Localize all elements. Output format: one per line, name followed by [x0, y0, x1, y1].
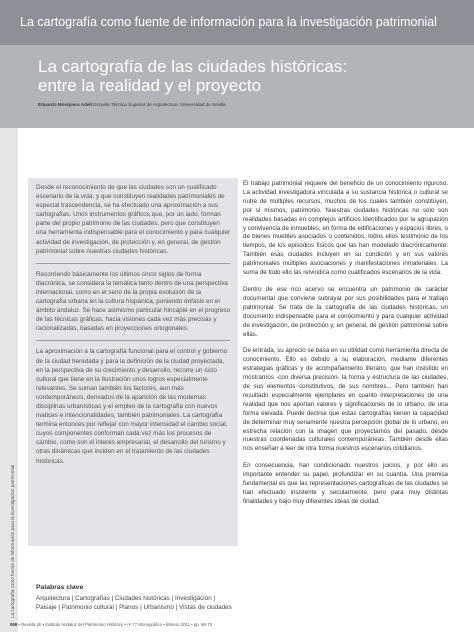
footer-citation: • Revista ph • Instituto Andaluz del Patrimonio Histórico • nº 77 Monográfico • febrero 2011 • pp. 66-73: [18, 622, 213, 627]
keywords-title: Palabras clave: [36, 584, 84, 591]
abstract-paragraph-3: La aproximación a la cartografía funcional para el control y gobierno de la ciudad heredada y para la definición de la ciudad proyectada, en la perspectiva de su crecimiento y desarrollo, recorre un ciclo cultural que tiene en la Ilustración unos logros especialmente relevantes. Se suman también los factores, aun más contemporáneos, derivados de la aparición de las modernas disciplinas urbanísticas y el empleo de la cartografía con nuevos matices e intencionalidades, también patrimoniales. La cartografía termina entonces por reflejar con mayor intensidad el cambio social, cuyos componentes conforman cada vez más los procesos de cambio, como son el interés empresarial, el desarrollo del turismo y otras dinámicas que inciden en el tratamiento de las ciudades históricas.: [36, 348, 228, 465]
body-paragraph-2: Dentro de ese rico acervo se encuentra un patrimonio de carácter documental que conviene subrayar por sus posibilidades para el trabajo patrimonial. Se trata de la cartografía de las ciudades históricas, un documento indispensable para el conocimiento y para cualquier actividad de investigación, de protección y, en general, de gestión patrimonial sobre ellas.: [243, 285, 448, 338]
title-line-2: entre la realidad y el proyecto: [38, 76, 262, 95]
author-affiliation: Escuela Técnica Superior de Arquitectura, Universidad de Sevilla: [93, 102, 226, 107]
body-paragraph-1: El trabajo patrimonial requiere del beneficio de un conocimiento riguroso. La actividad investigadora vinculada a su sustancia histórica o cultural se nutre de múltiples recursos, muchos de los cuales también constituyen, por sí mismos, patrimonio. Nuestras ciudades históricas no sólo son realidades basadas en complejos artificios identificados por la agrupación y convivencia de inmuebles, en forma de edificaciones y espacios libres, o de bienes muebles asociados o contenidos, todos ellos testimonio de los tiempos, de los episodios físicos que las han modelado diacrónicamente. También esas ciudades incluyen en su condición y en sus valores patrimoniales múltiples asociaciones y manifestaciones inmateriales. La suma de todo ello las reivindica como cualificados escenarios de la vida.: [243, 180, 448, 277]
abstract-box: [28, 178, 238, 546]
title-line-1: La cartografía de las ciudades históricas:: [38, 57, 348, 76]
divider: [36, 263, 230, 264]
divider: [36, 340, 230, 341]
abstract-paragraph-1: Desde el reconocimiento de que las ciudades son un cualificado escenario de la vida, y que constituyen realidades patrimoniales de especial trascendencia, se ha efectuado una aproximación a sus cartografías. Unos instrumentos gráficos que, por un lado, forman parte del propio patrimonio de las ciudades, pero que constituyen una herramienta indispensable para el conocimiento y para cualquier actividad de investigación, de protección y, en general, de gestión patrimonial sobre nuestras ciudades históricas.: [36, 184, 230, 255]
abstract-paragraph-2: Recorriendo básicamente los últimos cinco siglos de forma diacrónica, se considera la temática tanto dentro de una perspectiva internacional, como en el seno de la propia evolución de la cartografía urbana en la cultura hispánica, poniendo énfasis en el ámbito andaluz. Se hace asimismo particular hincapié en el progreso de las técnicas gráficas, hacia visiones cada vez más precisas y racionalizadas, basadas en proyecciones ortogonales.: [36, 270, 230, 333]
body-paragraph-3: De entrada, su aprecio se basa en su utilidad como herramienta directa de conocimiento. Ello es debido a su elaboración, mediante diferentes estrategias gráficas y de acompañamiento literario, que han insistido en mostrarnos -con diversa precisión- la forma y estructura de las ciudades, de sus elementos constitutivos, de sus nombres... Pero también han resultado especialmente ejemplares en cuanto interpretaciones de una realidad que nos aportan valores y significaciones de lo urbano, de una forma elevada. Puede decirse que estas cartografías tienen la capacidad de determinar muy seriamente nuestra percepción global de lo urbano, en estrecha relación con la imagen que proyectamos del pasado, desde nuestras coordenadas culturales contemporáneas. También desde ellas nos enseñan a leer de otra forma nuestros escenarios cotidianos.: [243, 347, 448, 453]
body-column: [243, 180, 448, 515]
keywords-section: [36, 584, 236, 612]
body-paragraph-4: En consecuencia, han condicionado nuestros juicios, y por ello es importante entender su papel, profundizar en su cuantía. Una premisa fundamental es que las representaciones cartográficas de las ciudades se han efectuado insistente y secularmente, pero para muy distintas finalidades y bajo muy diferentes ideas de ciudad.: [243, 462, 448, 505]
author-name: Eduardo Mosquera Adell: [38, 102, 92, 107]
article-title: [38, 57, 347, 95]
side-running-title: La cartografía como fuente de información para la investigación patrimonial: [10, 464, 15, 618]
keywords-list: Arquitectura | Cartografías | Ciudades históricas | Investigación | Paisaje | Patrimonio cultural | Planos | Urbanismo | Vistas de ciudades: [36, 595, 232, 612]
page-number: 068: [10, 622, 18, 627]
author-line: [38, 102, 226, 107]
side-strip: [0, 128, 18, 632]
section-title: La cartografía como fuente de información para la investigación patrimonial: [20, 15, 437, 29]
page-footer: [10, 622, 212, 627]
